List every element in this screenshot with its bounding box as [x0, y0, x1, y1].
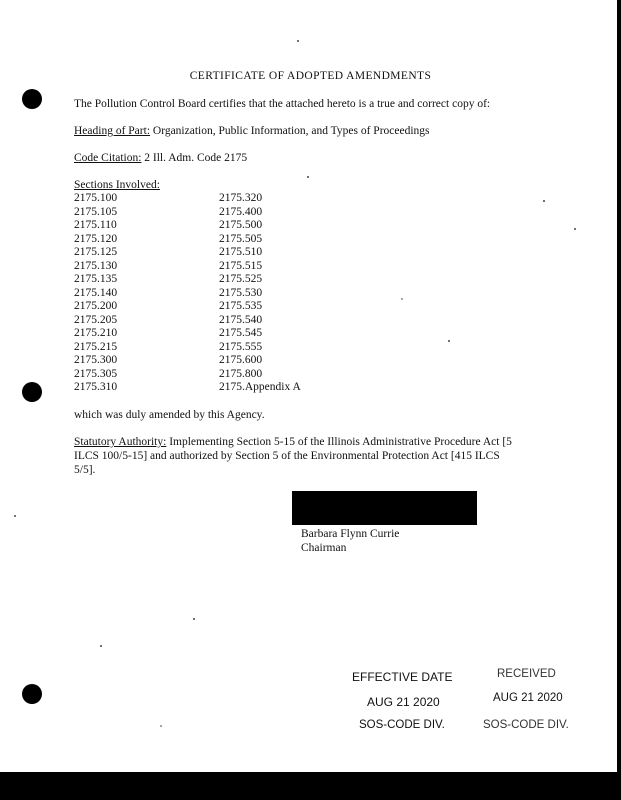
- redacted-signature: [292, 491, 477, 525]
- section-number: 2175.300: [74, 354, 118, 366]
- section-number: 2175.515: [219, 259, 263, 272]
- section-number: 2175.135: [74, 273, 118, 285]
- scan-speck: [160, 725, 162, 727]
- scan-speck: [448, 340, 450, 342]
- sections-involved-label: Sections Involved:: [74, 179, 160, 191]
- code-citation-line: [74, 152, 247, 166]
- statutory-authority-line-2: ILCS 100/5-15] and authorized by Section 5 of the Environmental Protection Act [415 ILCS: [74, 450, 500, 462]
- punch-hole-middle: [22, 382, 42, 402]
- section-number: 2175.535: [219, 300, 263, 312]
- section-number: 2175.525: [219, 273, 263, 285]
- section-number: 2175.320: [219, 192, 263, 204]
- section-number: 2175.105: [74, 205, 118, 218]
- section-number: 2175.210: [74, 327, 118, 339]
- received-stamp-date: AUG 21 2020: [493, 692, 563, 704]
- sections-right-column: [219, 192, 301, 395]
- section-number: 2175.125: [74, 246, 118, 258]
- code-citation-value: 2 Ill. Adm. Code 2175: [144, 152, 248, 164]
- section-number: 2175.530: [219, 286, 263, 299]
- received-stamp-label: RECEIVED: [497, 668, 556, 680]
- heading-of-part-value: Organization, Public Information, and Types of Proceedings: [152, 125, 430, 137]
- section-number: 2175.545: [219, 327, 263, 339]
- section-number: 2175.110: [74, 219, 117, 231]
- heading-of-part-label: Heading of Part:: [74, 125, 151, 137]
- section-number: 2175.305: [74, 367, 118, 380]
- section-number: 2175.510: [219, 246, 263, 258]
- statutory-authority-line-3: 5/5].: [74, 464, 96, 476]
- section-number: 2175.310: [74, 381, 118, 393]
- scan-speck: [574, 228, 576, 230]
- section-number: 2175.100: [74, 192, 118, 204]
- scan-speck: [100, 645, 102, 647]
- heading-of-part-line: [74, 125, 430, 139]
- section-number: 2175.215: [74, 340, 118, 353]
- section-number: 2175.540: [219, 313, 263, 326]
- section-number: 2175.Appendix A: [219, 381, 301, 393]
- scan-speck: [193, 618, 195, 620]
- scan-edge-bottom: [0, 772, 621, 800]
- statutory-authority-line-1: [74, 436, 512, 450]
- code-citation-label: Code Citation:: [74, 152, 142, 164]
- scan-speck: [297, 40, 299, 42]
- section-number: 2175.505: [219, 232, 263, 245]
- section-number: 2175.555: [219, 340, 263, 353]
- amended-statement: which was duly amended by this Agency.: [74, 409, 265, 421]
- scan-speck: [307, 176, 309, 178]
- section-number: 2175.205: [74, 313, 118, 326]
- section-number: 2175.600: [219, 354, 263, 366]
- section-number: 2175.400: [219, 205, 263, 218]
- statutory-authority-label: Statutory Authority:: [74, 436, 167, 448]
- signer-name: Barbara Flynn Currie: [301, 528, 400, 540]
- scan-edge-right: [617, 0, 621, 772]
- certificate-title: CERTIFICATE OF ADOPTED AMENDMENTS: [189, 70, 432, 82]
- effective-date-label: EFFECTIVE DATE: [352, 670, 453, 684]
- section-number: 2175.500: [219, 219, 263, 231]
- section-number: 2175.200: [74, 300, 118, 312]
- scan-speck: [401, 298, 403, 300]
- statutory-authority-text: Implementing Section 5-15 of the Illinois Administrative Procedure Act [5: [169, 436, 512, 448]
- received-stamp-division: SOS-CODE DIV.: [483, 719, 569, 731]
- effective-date-value: AUG 21 2020: [367, 695, 440, 709]
- section-number: 2175.140: [74, 286, 118, 299]
- punch-hole-top: [22, 89, 42, 109]
- section-number: 2175.120: [74, 232, 118, 245]
- punch-hole-bottom: [22, 684, 42, 704]
- sections-left-column: [74, 192, 117, 395]
- effective-date-division: SOS-CODE DIV.: [359, 719, 445, 731]
- signer-title: Chairman: [301, 542, 347, 554]
- section-number: 2175.130: [74, 259, 118, 272]
- scan-speck: [14, 515, 16, 517]
- section-number: 2175.800: [219, 367, 263, 380]
- scan-speck: [543, 200, 545, 202]
- certification-intro: The Pollution Control Board certifies that the attached hereto is a true and correct copy of:: [74, 98, 491, 110]
